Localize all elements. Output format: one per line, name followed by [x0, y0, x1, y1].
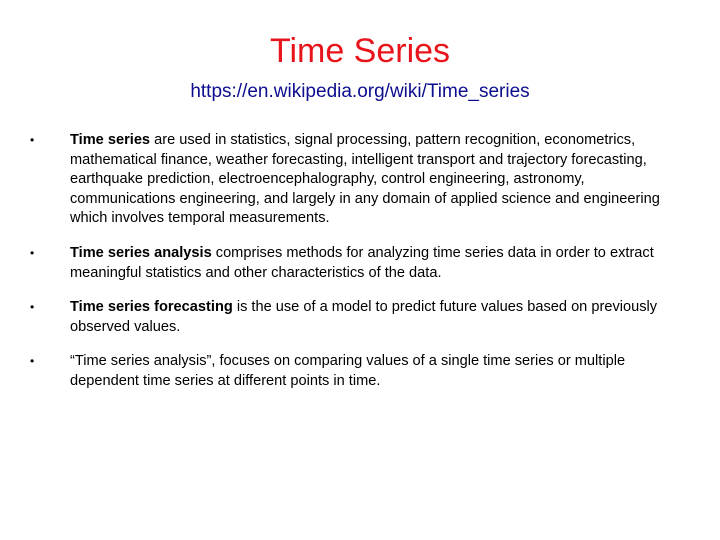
bullet-icon: • [30, 133, 35, 147]
slide-title: Time Series [269, 32, 451, 70]
bullet-text: is the use of a model to predict future values based on previously observed values. [70, 299, 658, 335]
bullet-item [30, 131, 680, 229]
slide-subtitle-url: https://en.wikipedia.org/wiki/Time_series [190, 81, 530, 102]
bullet-item [30, 352, 680, 391]
bullet-text: are used in statistics, signal processing, pattern recognition, econometrics, mathematical finance, weather forecasting, intelligent transport and trajectory forecasting, earthquake prediction, electroencephalography, control engineering, astronomy, communications engineering, and largely in any domain of applied science and engineering which involves temporal measurements. [70, 132, 660, 227]
bullet-icon: • [30, 300, 35, 315]
bullet-item [30, 244, 680, 283]
bullet-text: comprises methods for analyzing time series data in order to extract meaningful statistics and other characteristics of the data. [70, 244, 654, 281]
bullet-list [30, 131, 680, 407]
bullet-icon: • [30, 245, 35, 260]
bullet-icon: • [30, 354, 35, 369]
bullet-bold-term: Time series [70, 132, 151, 148]
bullet-item [30, 298, 680, 337]
bullet-bold-term: Time series analysis [70, 244, 212, 261]
bullet-text: “Time series analysis”, focuses on comparing values of a single time series or multiple dependent time series at different points in time. [70, 353, 626, 389]
bullet-bold-term: Time series forecasting [70, 299, 233, 316]
